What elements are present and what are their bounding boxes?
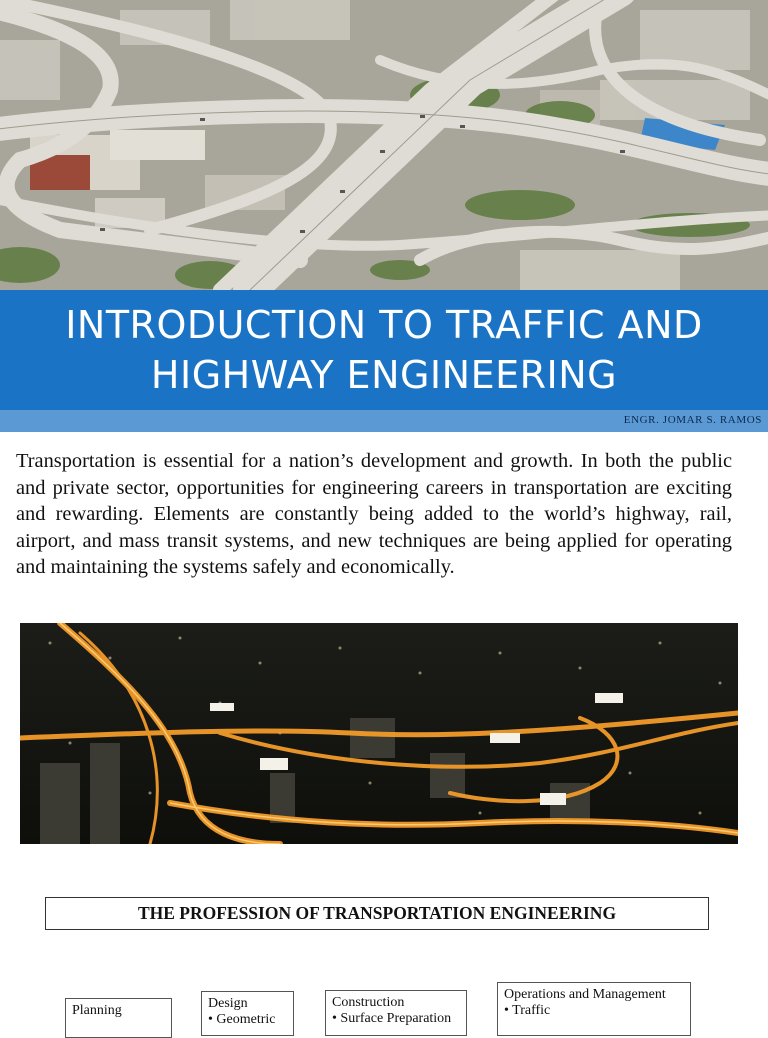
title-line-1: INTRODUCTION TO TRAFFIC AND: [65, 303, 703, 347]
operations-item: • Traffic: [504, 1003, 551, 1018]
night-city-photo: [20, 623, 738, 844]
planning-title: Planning: [72, 1003, 122, 1018]
section-header-box: [45, 897, 709, 930]
author-banner: [0, 410, 768, 432]
construction-item: • Surface Preparation: [332, 1011, 452, 1026]
intro-paragraph: Transportation is essential for a nation’s development and growth. In both the public and private sector, opportunities for engineering careers in transportation are exciting and rewarding. Elements are constantly being added to the world’s highway, rail, airport, and mass transit systems, and new techniques are being applied for operating and maintaining the systems safely and economically.: [16, 450, 732, 578]
title-line-2: HIGHWAY ENGINEERING: [150, 353, 618, 397]
author-name: ENGR. JOMAR S. RAMOS: [623, 414, 762, 426]
construction-box: [325, 990, 467, 1036]
highway-interchange-photo: [0, 0, 768, 290]
design-title: Design: [208, 996, 248, 1011]
design-box: [201, 991, 294, 1036]
page-title: [65, 300, 703, 400]
title-banner: [0, 290, 768, 410]
planning-box: [65, 998, 172, 1038]
construction-title: Construction: [332, 995, 405, 1010]
design-item: • Geometric: [208, 1012, 276, 1027]
operations-title: Operations and Management: [504, 987, 666, 1002]
section-title: THE PROFESSION OF TRANSPORTATION ENGINEERING: [137, 903, 617, 923]
operations-box: [497, 982, 691, 1036]
